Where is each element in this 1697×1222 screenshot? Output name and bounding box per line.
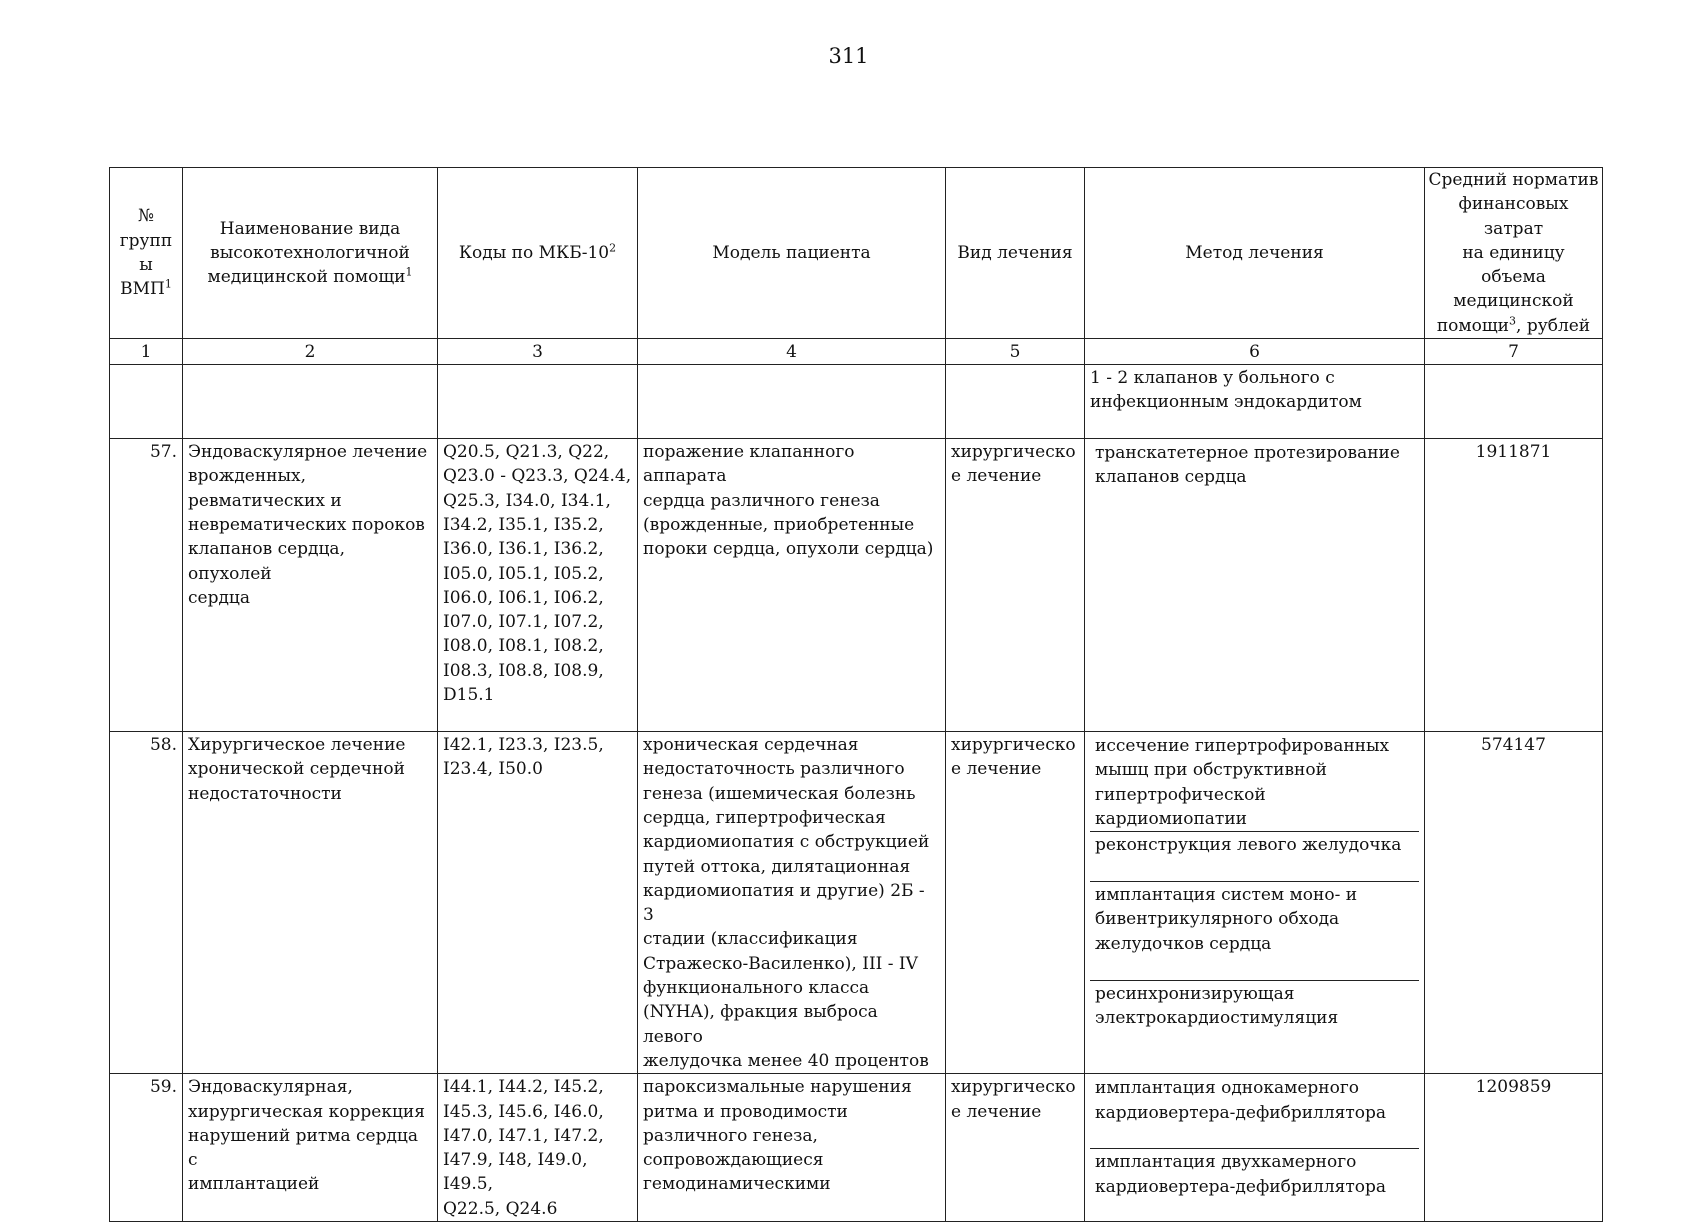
header-cost-norm: Средний норматив финансовых затрат на единицу объема медицинской помощи$^3$, рублей	[1425, 168, 1603, 339]
empty-cell	[110, 365, 183, 439]
patient-model: хроническая сердечная недостаточность различного генеза (ишемическая болезнь сердца, гипертрофическая кардиомиопатия с обструкцией путей оттока, дилятационная кардиомиопатия и другие) 2Б - 3 стадии (классификация Стражеско-Василенко), III - IV функционального класса (NYHA), фракция выброса левого желудочка менее 40 процентов	[638, 732, 946, 1074]
table-row-continuation	[110, 365, 1603, 439]
header-treatment-method: Метод лечения	[1085, 168, 1425, 339]
cost-norm: 574147	[1425, 732, 1603, 1074]
table-row	[110, 439, 1603, 732]
icd-codes: I42.1, I23.3, I23.5, I23.4, I50.0	[438, 732, 638, 1074]
treatment-methods	[1085, 439, 1425, 732]
treatment-method: реконструкция левого желудочка	[1090, 831, 1419, 881]
icd-codes: Q20.5, Q21.3, Q22, Q23.0 - Q23.3, Q24.4, Q25.3, I34.0, I34.1, I34.2, I35.1, I35.2, I36.0, I36.1, I36.2, I05.0, I05.1, I05.2, I06.0, I06.1, I06.2, I07.0, I07.1, I07.2, I08.0, I08.1, I08.2, I08.3, I08.8, I08.9, D15.1	[438, 439, 638, 732]
column-number: 4	[638, 339, 946, 365]
table-row	[110, 1074, 1603, 1222]
empty-cell	[183, 365, 438, 439]
treatment-method: имплантация систем моно- и бивентрикулярного обхода желудочков сердца	[1090, 881, 1419, 980]
treatment-method: транскатетерное протезирование клапанов сердца	[1095, 443, 1400, 488]
column-number: 2	[183, 339, 438, 365]
treatment-methods	[1085, 732, 1425, 1074]
empty-cell	[438, 365, 638, 439]
patient-model: поражение клапанного аппарата сердца различного генеза (врожденные, приобретенные пороки сердца, опухоли сердца)	[638, 439, 946, 732]
treatment-methods	[1085, 1074, 1425, 1222]
cost-norm: 1911871	[1425, 439, 1603, 732]
patient-model: пароксизмальные нарушения ритма и проводимости различного генеза, сопровождающиеся гемодинамическими	[638, 1074, 946, 1222]
method-cell: 1 - 2 клапанов у больного с инфекционным эндокардитом	[1085, 365, 1425, 439]
cost-norm: 1209859	[1425, 1074, 1603, 1222]
header-vmp-name: Наименование вида высокотехнологичной медицинской помощи$^1$	[183, 168, 438, 339]
header-icd-codes: Коды по МКБ-$10^2$	[438, 168, 638, 339]
treatment-method: имплантация двухкамерного кардиовертера-дефибриллятора	[1090, 1148, 1419, 1199]
vmp-name: Хирургическое лечение хронической сердечной недостаточности	[183, 732, 438, 1074]
column-number: 1	[110, 339, 183, 365]
empty-cell	[1425, 365, 1603, 439]
vmp-name: Эндоваскулярная, хирургическая коррекция нарушений ритма сердца с имплантацией	[183, 1074, 438, 1222]
treatment-type: хирургическо е лечение	[946, 1074, 1085, 1222]
group-number: 58.	[110, 732, 183, 1074]
table-header-row	[110, 168, 1603, 339]
column-numbers-row	[110, 339, 1603, 365]
vmp-name: Эндоваскулярное лечение врожденных, ревматических и неврематических пороков клапанов сердца, опухолей сердца	[183, 439, 438, 732]
treatment-type: хирургическо е лечение	[946, 732, 1085, 1074]
page-number: 311	[828, 44, 869, 68]
header-group-number: № групп ы ВМП$^1$	[110, 168, 183, 339]
column-number: 5	[946, 339, 1085, 365]
treatment-method: иссечение гипертрофированных мышц при обструктивной гипертрофической кардиомиопатии	[1095, 736, 1390, 829]
treatment-method: ресинхронизирующая электрокардиостимуляция	[1090, 980, 1419, 1031]
column-number: 7	[1425, 339, 1603, 365]
empty-cell	[946, 365, 1085, 439]
vmp-table	[109, 167, 1603, 1222]
header-patient-model: Модель пациента	[638, 168, 946, 339]
group-number: 57.	[110, 439, 183, 732]
icd-codes: I44.1, I44.2, I45.2, I45.3, I45.6, I46.0, I47.0, I47.1, I47.2, I47.9, I48, I49.0, I49.5, Q22.5, Q24.6	[438, 1074, 638, 1222]
header-treatment-type: Вид лечения	[946, 168, 1085, 339]
table-row	[110, 732, 1603, 1074]
treatment-type: хирургическо е лечение	[946, 439, 1085, 732]
treatment-method: имплантация однокамерного кардиовертера-дефибриллятора	[1095, 1078, 1387, 1123]
empty-cell	[638, 365, 946, 439]
group-number: 59.	[110, 1074, 183, 1222]
column-number: 6	[1085, 339, 1425, 365]
column-number: 3	[438, 339, 638, 365]
